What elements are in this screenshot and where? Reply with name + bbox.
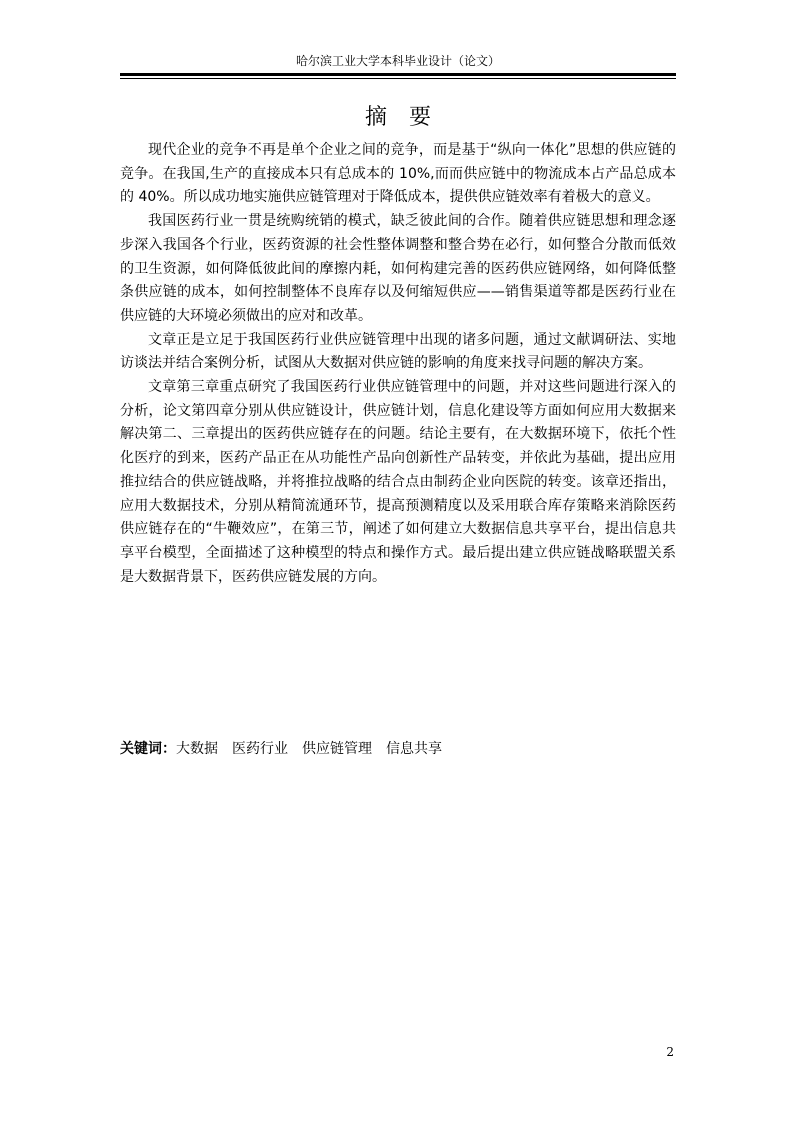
keyword-term: 信息共享 [386,741,442,757]
keyword-term: 大数据 [176,741,218,757]
keyword-term: 供应链管理 [302,741,372,757]
page-number: 2 [666,1045,674,1059]
header-rule-thick [120,73,676,76]
abstract-paragraph-3: 文章正是立足于我国医药行业供应链管理中出现的诸多问题，通过文献调研法、实地访谈法并结合案例分析，试图从大数据对供应链的影响的角度来找寻问题的解决方案。 [120,331,676,372]
keywords-line [120,738,676,760]
page-header: 哈尔滨工业大学本科毕业设计（论文） [295,54,500,68]
abstract-paragraph-4: 文章第三章重点研究了我国医药行业供应链管理中的问题，并对这些问题进行深入的分析，论文第四章分别从供应链设计，供应链计划，信息化建设等方面如何应用大数据来解决第二、三章提出的医药供应链存在的问题。结论主要有，在大数据环境下，依托个性化医疗的到来，医药产品正在从功能性产品向创新性产品转变，并依此为基础，提出应用推拉结合的供应链战略，并将推拉战略的结合点由制药企业向医院的转变。该章还指出，应用大数据技术，分别从精简流通环节，提高预测精度以及采用联合库存策略来消除医药供应链存在的“牛鞭效应”，在第三节，阐述了如何建立大数据信息共享平台，提出信息共享平台模型，全面描述了这种模型的特点和操作方式。最后提出建立供应链战略联盟关系是大数据背景下，医药供应链发展的方向。 [120,379,676,585]
abstract-paragraph-2: 我国医药行业一贯是统购统销的模式，缺乏彼此间的合作。随着供应链思想和理念逐步深入我国各个行业，医药资源的社会性整体调整和整合势在必行，如何整合分散而低效的卫生资源，如何降低彼此间的摩擦内耗，如何构建完善的医药供应链网络，如何降低整条供应链的成本，如何控制整体不良库存以及何缩短供应——销售渠道等都是医药行业在供应链的大环境必须做出的应对和改革。 [120,213,676,324]
abstract-paragraph-1: 现代企业的竞争不再是单个企业之间的竞争，而是基于“纵向一体化”思想的供应链的竞争。在我国,生产的直接成本只有总成本的 10%,而而供应链中的物流成本占产品总成本的 40%。所以成功地实施供应链管理对于降低成本，提供供应链效率有着极大的意义。 [120,142,676,206]
keyword-term: 医药行业 [232,741,288,757]
keywords-label: 关键词： [120,741,176,757]
abstract-body [120,139,676,589]
header-rule-thin [120,78,676,79]
abstract-title: 摘要 [364,105,453,130]
